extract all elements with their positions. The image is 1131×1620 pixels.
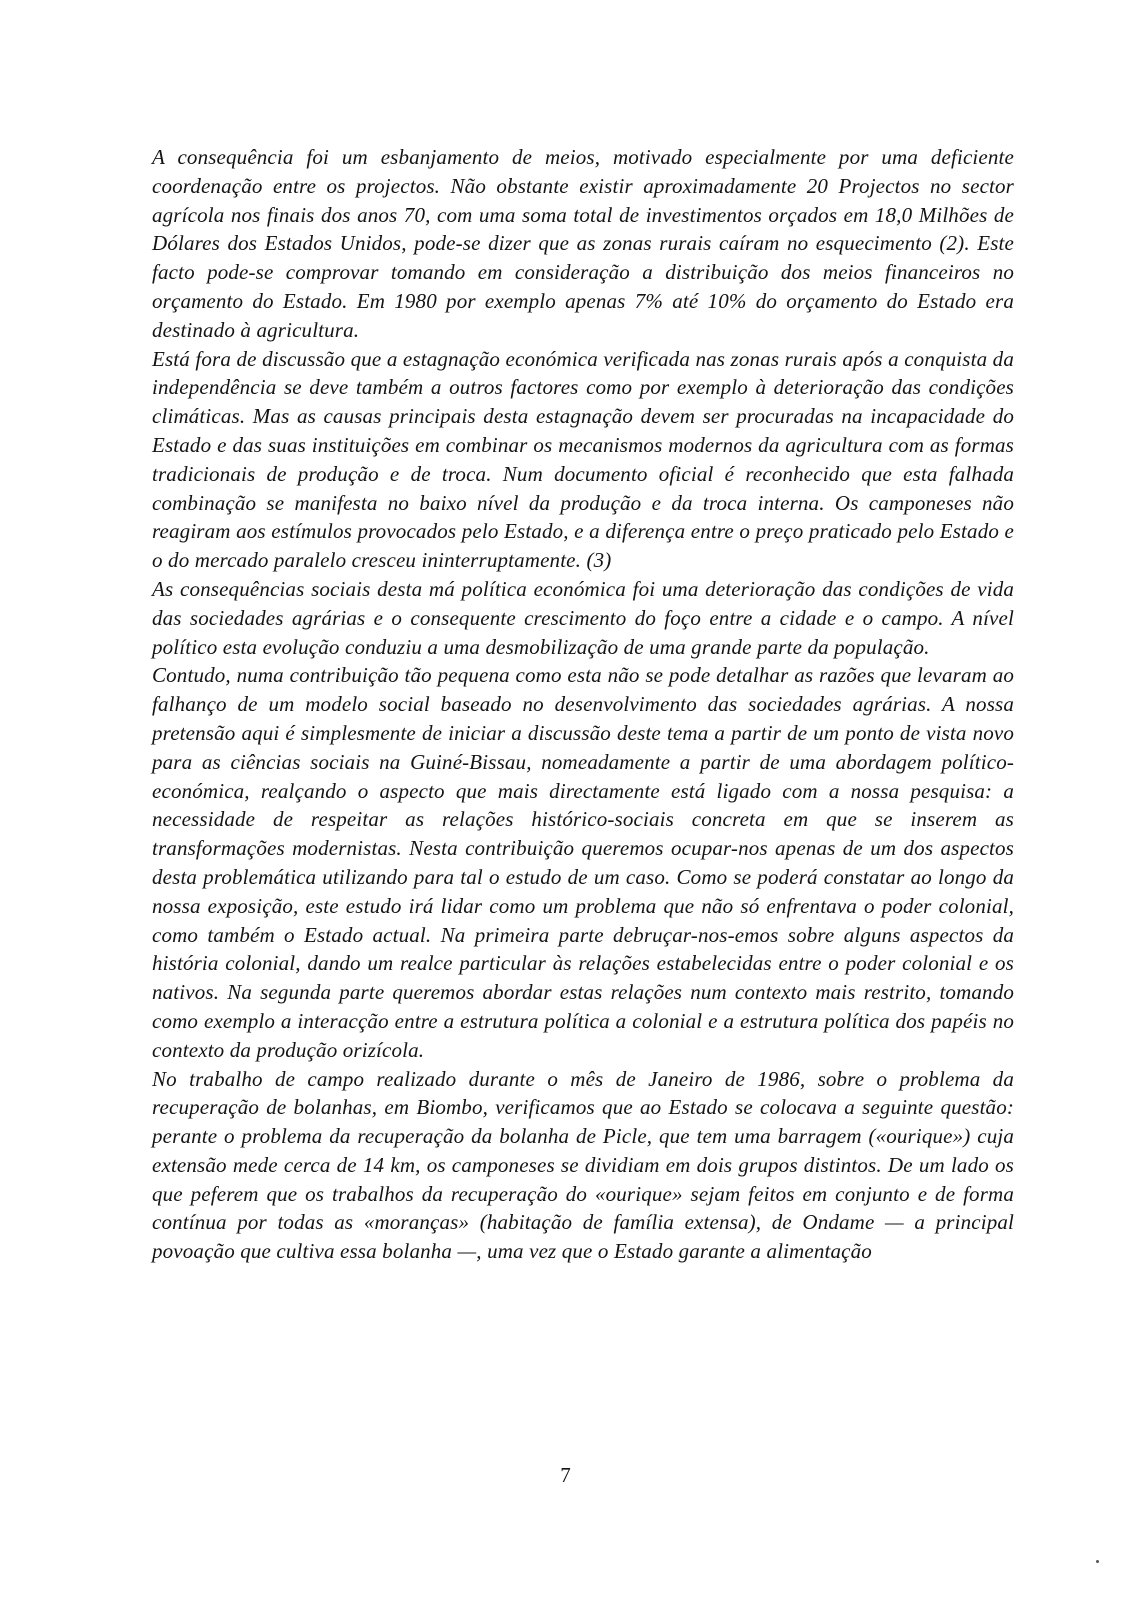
paragraph-5: No trabalho de campo realizado durante o mês de Janeiro de 1986, sobre o problema da recuperação de bolanhas, em Biombo, verificamos que ao Estado se colocava a seguinte questão: perante o problema da recuperação da bolanha de Picle, que tem uma barragem («ourique») cuja extensão mede cerca de 14 km, os camponeses se dividiam em dois grupos distintos. De um lado os que peferem que os trabalhos da recuperação do «ourique» sejam feitos em conjunto e de forma contínua por todas as «moranças» (habitação de família extensa), de Ondame — a principal povoação que cultiva essa bolanha —, uma vez que o Estado garante a alimentação xyxy=(152,1066,1014,1264)
paragraph-2: Está fora de discussão que a estagnação económica verificada nas zonas rurais após a conquista da independência se deve também a outros factores como por exemplo à deterioração das condições climáticas. Mas as causas principais desta estagnação devem ser procuradas na incapacidade do Estado e das suas instituições em combinar os mecanismos modernos da agricultura com as formas tradicionais de produção e de troca. Num documento oficial é reconhecido que esta falhada combinação se manifesta no baixo nível da produção e da troca interna. Os camponeses não reagiram aos estímulos provocados pelo Estado, e a diferença entre o preço praticado pelo Estado e o do mercado paralelo cresceu ininterruptamente. (3) xyxy=(152,346,1014,573)
paragraph-3: As consequências sociais desta má política económica foi uma deterioração das condições de vida das sociedades agrárias e o consequente crescimento do foço entre a cidade e o campo. A nível político esta evolução conduziu a uma desmobilização de uma grande parte da população. xyxy=(152,576,1014,659)
scan-speck xyxy=(1096,1560,1099,1563)
page-number: 7 xyxy=(560,1463,571,1487)
paragraph-4: Contudo, numa contribuição tão pequena como esta não se pode detalhar as razões que levaram ao falhanço de um modelo social baseado no desenvolvimento das sociedades agrárias. A nossa pretensão aqui é simplesmente de iniciar a discussão deste tema a partir de um ponto de vista novo para as ciências sociais na Guiné-Bissau, nomeadamente a partir de uma abordagem político-económica, realçando o aspecto que mais directamente está ligado com a nossa pesquisa: a necessidade de respeitar as relações histórico-sociais concreta em que se inserem as transformações modernistas. Nesta contribuição queremos ocupar-nos apenas de um dos aspectos desta problemática utilizando para tal o estudo de um caso. Como se poderá constatar ao longo da nossa exposição, este estudo irá lidar como um problema que não só enfrentava o poder colonial, como também o Estado actual. Na primeira parte debruçar-nos-emos sobre alguns aspectos da história colonial, dando um realce particular às relações estabelecidas entre o poder colonial e os nativos. Na segunda parte queremos abordar estas relações num contexto mais restrito, tomando como exemplo a interacção entre a estrutura política a colonial e a estrutura política dos papéis no contexto da produção orizícola. xyxy=(152,663,1014,1062)
paragraph-1: A consequência foi um esbanjamento de meios, motivado especialmente por uma deficiente coordenação entre os projectos. Não obstante existir aproximadamente 20 Projectos no sector agrícola nos finais dos anos 70, com uma soma total de investimentos orçados em 18,0 Milhões de Dólares dos Estados Unidos, pode-se dizer que as zonas rurais caíram no esquecimento (2). Este facto pode-se comprovar tomando em consideração a distribuição dos meios financeiros no orçamento do Estado. Em 1980 por exemplo apenas 7% até 10% do orçamento do Estado era destinado à agricultura. xyxy=(152,145,1014,342)
body-text xyxy=(152,143,1014,1266)
